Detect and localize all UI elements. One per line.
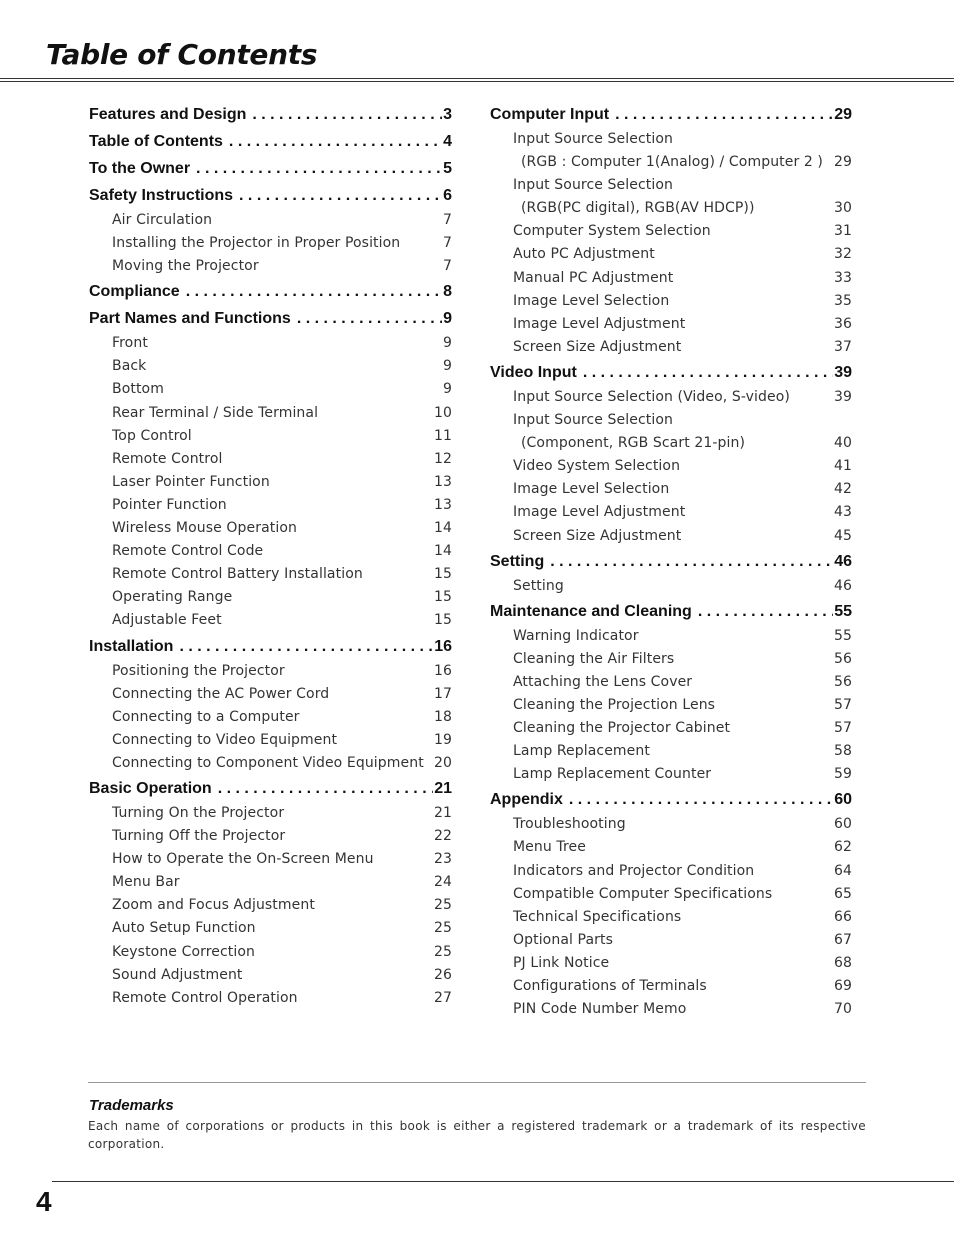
toc-subentry[interactable]	[490, 243, 852, 266]
toc-subentry[interactable]	[490, 455, 852, 478]
toc-section-title: Features and Design	[89, 106, 247, 123]
toc-subentry[interactable]	[89, 471, 452, 494]
toc-subentry[interactable]	[490, 575, 852, 598]
toc-subentry-page: 65	[833, 885, 852, 902]
toc-subentry-label: Bottom	[112, 381, 164, 398]
toc-subentry-page: 60	[833, 816, 852, 833]
toc-subentry[interactable]	[89, 917, 452, 940]
toc-subentry-label: Back	[112, 358, 147, 375]
toc-subentry-page: 9	[442, 381, 452, 398]
toc-subentry-page: 13	[433, 496, 452, 513]
toc-subentry-page: 14	[433, 520, 452, 537]
toc-subentry-label: Turning Off the Projector	[112, 828, 286, 845]
toc-section-title: Table of Contents	[89, 133, 223, 150]
toc-subentry-page: 36	[833, 315, 852, 332]
toc-subentry-label: Setting	[513, 577, 564, 594]
toc-subentry[interactable]	[89, 563, 452, 586]
toc-subentry[interactable]	[490, 671, 852, 694]
toc-section-entry[interactable]	[89, 633, 452, 660]
toc-subentry[interactable]	[490, 763, 852, 786]
toc-subentry-page: 21	[433, 804, 452, 821]
toc-section-page: 3	[443, 106, 452, 123]
toc-subentry-page: 41	[833, 458, 852, 475]
toc-subentry[interactable]	[89, 232, 452, 255]
toc-subentry[interactable]	[490, 625, 852, 648]
toc-subentry-page: 16	[433, 662, 452, 679]
toc-subentry-page: 19	[433, 731, 452, 748]
toc-subentry[interactable]	[89, 332, 452, 355]
toc-subentry-label: Attaching the Lens Cover	[513, 673, 693, 690]
toc-subentry-label: Compatible Computer Specifications	[513, 885, 773, 902]
toc-subentry-page: 67	[833, 931, 852, 948]
toc-section-title: To the Owner	[89, 160, 191, 177]
toc-subentry-page: 55	[833, 627, 852, 644]
toc-subentry[interactable]	[490, 860, 852, 883]
toc-subentry[interactable]	[490, 975, 852, 998]
toc-subentry[interactable]	[490, 906, 852, 929]
toc-subentry[interactable]	[89, 825, 452, 848]
toc-section-page: 9	[443, 310, 452, 328]
toc-subentry[interactable]	[490, 952, 852, 975]
toc-subentry-page: 31	[833, 223, 852, 240]
dot-leader	[179, 633, 433, 660]
toc-subentry-page: 32	[833, 246, 852, 263]
toc-subentry-label: Lamp Replacement	[513, 743, 650, 760]
toc-subentry-label: Remote Control Operation	[112, 989, 298, 1006]
toc-subentry[interactable]	[89, 752, 452, 775]
toc-subentry-page: 70	[833, 1001, 852, 1018]
toc-subentry-page: 23	[433, 851, 452, 868]
toc-section-entry[interactable]	[89, 305, 452, 332]
toc-subentry-label: Sound Adjustment	[112, 966, 243, 983]
toc-subentry-page: 25	[433, 943, 452, 960]
toc-subentry-label: Image Level Adjustment	[513, 315, 686, 332]
toc-section-page: 29	[834, 106, 852, 123]
toc-subentry-label: Front	[112, 335, 148, 352]
toc-section-page: 39	[834, 363, 852, 381]
page-title: Table of Contents	[46, 38, 318, 71]
toc-section-title: Safety Instructions	[89, 187, 234, 204]
toc-subentry[interactable]	[89, 683, 452, 706]
toc-subentry[interactable]	[89, 802, 452, 825]
toc-subentry-label: Lamp Replacement Counter	[513, 766, 712, 783]
toc-subentry[interactable]	[490, 694, 852, 717]
toc-subentry-page: 35	[833, 292, 852, 309]
toc-subentry-label: Configurations of Terminals	[513, 978, 707, 994]
toc-subentry-label: Input Source Selection	[513, 131, 673, 147]
toc-subentry-label: Cleaning the Air Filters	[513, 650, 675, 667]
dot-leader	[550, 548, 833, 575]
toc-subentry[interactable]	[490, 128, 852, 151]
toc-subentry[interactable]	[490, 220, 852, 243]
toc-subentry-page: 58	[833, 743, 852, 760]
toc-section-entry[interactable]	[89, 155, 452, 182]
toc-subentry-label: Input Source Selection (Video, S-video)	[513, 388, 790, 405]
toc-subentry[interactable]	[89, 941, 452, 964]
toc-subentry-page: 56	[833, 650, 852, 667]
toc-section-entry[interactable]	[89, 775, 452, 802]
toc-subentry[interactable]	[89, 660, 452, 683]
toc-subentry-page: 37	[833, 338, 852, 355]
toc-section-title: Setting	[490, 552, 545, 570]
toc-subentry-page: 62	[833, 839, 852, 856]
toc-subentry-label: Menu Bar	[112, 874, 180, 891]
toc-subentry-label: Warning Indicator	[513, 627, 639, 644]
dot-leader	[615, 101, 833, 128]
toc-subentry-page: 10	[433, 404, 452, 421]
toc-subentry-page: 30	[833, 200, 852, 217]
dot-leader	[239, 182, 442, 209]
toc-subentry[interactable]	[490, 740, 852, 763]
toc-subentry-label: Connecting the AC Power Cord	[112, 685, 330, 702]
toc-subentry[interactable]	[490, 883, 852, 906]
dot-leader	[196, 155, 442, 182]
toc-subentry[interactable]	[490, 929, 852, 952]
toc-section-entry[interactable]	[89, 128, 452, 155]
toc-subentry-page: 12	[433, 450, 452, 467]
toc-section-page: 60	[834, 791, 852, 809]
toc-subentry[interactable]	[490, 409, 852, 432]
toc-subentry-page: 7	[442, 258, 452, 275]
toc-subentry-label: How to Operate the On-Screen Menu	[112, 851, 374, 868]
toc-subentry-page: 45	[833, 527, 852, 544]
toc-subentry-page: 40	[833, 435, 852, 452]
toc-subentry[interactable]	[490, 386, 852, 409]
toc-subentry-label: Keystone Correction	[112, 943, 255, 960]
toc-subentry-label: Rear Terminal / Side Terminal	[112, 404, 319, 421]
toc-section-entry[interactable]	[490, 786, 852, 813]
toc-section-page: 5	[443, 160, 452, 177]
toc-subentry[interactable]	[89, 517, 452, 540]
dot-leader	[297, 305, 442, 332]
toc-subentry-label: (Component, RGB Scart 21-pin)	[521, 435, 746, 452]
toc-subentry[interactable]	[89, 378, 452, 401]
toc-subentry-page: 25	[433, 920, 452, 937]
toc-subentry[interactable]	[490, 313, 852, 336]
toc-subentry-label: Menu Tree	[513, 839, 586, 856]
page-number: 4	[36, 1186, 52, 1217]
toc-subentry-label: Computer System Selection	[513, 223, 711, 240]
toc-subentry[interactable]	[490, 525, 852, 548]
toc-subentry-page: 46	[833, 577, 852, 594]
toc-section-page: 21	[434, 779, 452, 797]
toc-subentry[interactable]	[490, 836, 852, 859]
toc-subentry-label: Input Source Selection	[513, 412, 673, 429]
toc-subentry-label: Connecting to a Computer	[112, 708, 300, 725]
dot-leader	[229, 128, 442, 155]
toc-subentry-page: 18	[433, 708, 452, 725]
toc-subentry-page: 26	[433, 966, 452, 983]
toc-subentry[interactable]	[490, 478, 852, 501]
toc-subentry[interactable]	[490, 717, 852, 740]
toc-subentry-label: Optional Parts	[513, 931, 613, 948]
toc-subentry-label: Troubleshooting	[513, 816, 626, 833]
dot-leader	[569, 786, 833, 813]
toc-subentry-label: Input Source Selection	[513, 177, 673, 194]
toc-subentry-page: 29	[833, 154, 852, 171]
toc-subentry-label: Auto Setup Function	[112, 920, 256, 937]
toc-subentry[interactable]	[89, 848, 452, 871]
header-rule-lower	[0, 81, 954, 82]
toc-subentry[interactable]	[89, 964, 452, 987]
toc-section-page: 6	[443, 187, 452, 204]
toc-subentry[interactable]	[490, 151, 852, 174]
toc-subentry-label: Video System Selection	[513, 458, 681, 475]
toc-subentry-label: (RGB(PC digital), RGB(AV HDCP))	[521, 200, 755, 217]
toc-subentry[interactable]	[89, 255, 452, 278]
toc-section-title: Compliance	[89, 283, 180, 301]
toc-subentry-label: Screen Size Adjustment	[513, 527, 682, 544]
toc-subentry-label: Positioning the Projector	[112, 662, 285, 679]
toc-subentry-label: Remote Control	[112, 450, 223, 467]
toc-subentry[interactable]	[89, 706, 452, 729]
toc-subentry[interactable]	[89, 894, 452, 917]
toc-subentry-page: 42	[833, 481, 852, 498]
toc-section-title: Basic Operation	[89, 779, 212, 797]
toc-subentry-label: Image Level Adjustment	[513, 504, 686, 521]
toc-subentry-page: 20	[433, 754, 452, 771]
toc-subentry[interactable]	[490, 197, 852, 220]
toc-subentry-page: 27	[433, 989, 452, 1006]
footer-rule	[52, 1181, 954, 1182]
trademarks-text: Each name of corporations or products in this book is either a registered trademark or a trademark of its respective corporation.	[88, 1119, 866, 1151]
toc-subentry-label: Indicators and Projector Condition	[513, 862, 755, 879]
dot-leader	[583, 359, 833, 386]
toc-subentry-page: 7	[442, 212, 452, 228]
dot-leader	[698, 598, 833, 625]
dot-leader	[218, 775, 434, 802]
toc-subentry-label: PJ Link Notice	[513, 954, 610, 971]
toc-subentry[interactable]	[89, 355, 452, 378]
toc-subentry-page: 43	[833, 504, 852, 521]
toc-subentry[interactable]	[89, 586, 452, 609]
toc-subentry-page: 56	[833, 673, 852, 690]
toc-section-entry[interactable]	[89, 101, 452, 128]
toc-subentry-page: 22	[433, 828, 452, 845]
toc-subentry-label: Turning On the Projector	[112, 804, 285, 821]
toc-subentry-label: Technical Specifications	[513, 908, 682, 925]
toc-subentry-page: 69	[833, 978, 852, 994]
toc-subentry-label: Manual PC Adjustment	[513, 269, 674, 286]
toc-subentry-label: Laser Pointer Function	[112, 473, 270, 490]
toc-subentry-label: Adjustable Feet	[112, 612, 222, 629]
toc-subentry-label: Cleaning the Projection Lens	[513, 696, 716, 713]
trademarks-divider	[88, 1082, 866, 1083]
toc-subentry-label: Remote Control Battery Installation	[112, 566, 363, 583]
dot-leader	[186, 278, 442, 305]
toc-subentry-label: Pointer Function	[112, 496, 227, 513]
toc-subentry-label: Zoom and Focus Adjustment	[112, 897, 315, 914]
toc-subentry[interactable]	[490, 336, 852, 359]
trademarks-heading: Trademarks	[89, 1097, 174, 1114]
toc-subentry[interactable]	[89, 540, 452, 563]
toc-subentry-label: Wireless Mouse Operation	[112, 520, 297, 537]
toc-subentry[interactable]	[89, 987, 452, 1010]
toc-section-entry[interactable]	[490, 359, 852, 386]
toc-subentry[interactable]	[89, 729, 452, 752]
toc-subentry-page: 57	[833, 696, 852, 713]
toc-subentry-page: 25	[433, 897, 452, 914]
toc-subentry-page: 59	[833, 766, 852, 783]
toc-subentry-label: Image Level Selection	[513, 292, 670, 309]
toc-subentry-label: Connecting to Video Equipment	[112, 731, 338, 748]
dot-leader	[252, 101, 442, 128]
toc-subentry-page: 11	[433, 427, 452, 444]
toc-subentry-label: Moving the Projector	[112, 258, 259, 275]
toc-subentry-page: 15	[433, 566, 452, 583]
toc-subentry-label: Image Level Selection	[513, 481, 670, 498]
toc-subentry-label: Auto PC Adjustment	[513, 246, 655, 263]
toc-subentry-page: 17	[433, 685, 452, 702]
toc-section-title: Part Names and Functions	[89, 310, 291, 328]
toc-subentry[interactable]	[89, 871, 452, 894]
toc-subentry[interactable]	[490, 813, 852, 836]
header-rule-upper	[0, 78, 954, 79]
toc-section-title: Appendix	[490, 791, 563, 809]
toc-section-page: 16	[434, 637, 452, 655]
toc-subentry-label: PIN Code Number Memo	[513, 1001, 687, 1018]
toc-subentry-page: 7	[442, 235, 452, 252]
toc-subentry-page: 9	[442, 335, 452, 352]
toc-subentry-label: Screen Size Adjustment	[513, 338, 682, 355]
toc-subentry-page: 15	[433, 589, 452, 606]
toc-subentry-label: Operating Range	[112, 589, 233, 606]
toc-section-entry[interactable]	[89, 182, 452, 209]
toc-subentry[interactable]	[490, 267, 852, 290]
toc-subentry[interactable]	[89, 494, 452, 517]
toc-section-page: 46	[834, 552, 852, 570]
toc-subentry[interactable]	[490, 501, 852, 524]
toc-section-page: 55	[834, 602, 852, 620]
toc-subentry-page: 66	[833, 908, 852, 925]
toc-section-title: Maintenance and Cleaning	[490, 602, 692, 620]
toc-subentry-label: (RGB : Computer 1(Analog) / Computer 2 )	[521, 154, 823, 171]
toc-section-title: Video Input	[490, 363, 577, 381]
toc-subentry[interactable]	[89, 609, 452, 632]
toc-subentry-page: 14	[433, 543, 452, 560]
toc-subentry[interactable]	[490, 432, 852, 455]
toc-subentry[interactable]	[89, 402, 452, 425]
toc-subentry-label: Top Control	[112, 427, 192, 444]
toc-subentry-page: 64	[833, 862, 852, 879]
toc-subentry-page: 13	[433, 473, 452, 490]
toc-subentry-page: 33	[833, 269, 852, 286]
toc-left-column	[89, 101, 452, 1010]
toc-section-page: 4	[443, 133, 452, 150]
toc-section-page: 8	[443, 283, 452, 301]
toc-subentry[interactable]	[490, 998, 852, 1021]
toc-subentry[interactable]	[490, 174, 852, 197]
toc-section-title: Installation	[89, 637, 174, 655]
toc-subentry-label: Air Circulation	[112, 212, 213, 228]
toc-subentry[interactable]	[490, 290, 852, 313]
toc-section-entry[interactable]	[490, 101, 852, 128]
toc-section-entry[interactable]	[89, 278, 452, 305]
toc-subentry[interactable]	[89, 209, 452, 232]
toc-subentry-page: 57	[833, 720, 852, 737]
toc-subentry-label: Installing the Projector in Proper Position	[112, 235, 401, 252]
toc-subentry-label: Cleaning the Projector Cabinet	[513, 720, 731, 737]
toc-subentry-page: 24	[433, 874, 452, 891]
toc-subentry-page: 15	[433, 612, 452, 629]
toc-subentry[interactable]	[490, 648, 852, 671]
toc-section-entry[interactable]	[490, 548, 852, 575]
toc-subentry-label: Connecting to Component Video Equipment	[112, 754, 424, 771]
toc-section-title: Computer Input	[490, 106, 610, 123]
toc-section-entry[interactable]	[490, 598, 852, 625]
toc-subentry[interactable]	[89, 448, 452, 471]
toc-subentry-page: 9	[442, 358, 452, 375]
toc-subentry-page: 68	[833, 954, 852, 971]
toc-right-column	[490, 101, 852, 1021]
toc-subentry-label: Remote Control Code	[112, 543, 264, 560]
toc-subentry-page: 39	[833, 388, 852, 405]
toc-subentry[interactable]	[89, 425, 452, 448]
